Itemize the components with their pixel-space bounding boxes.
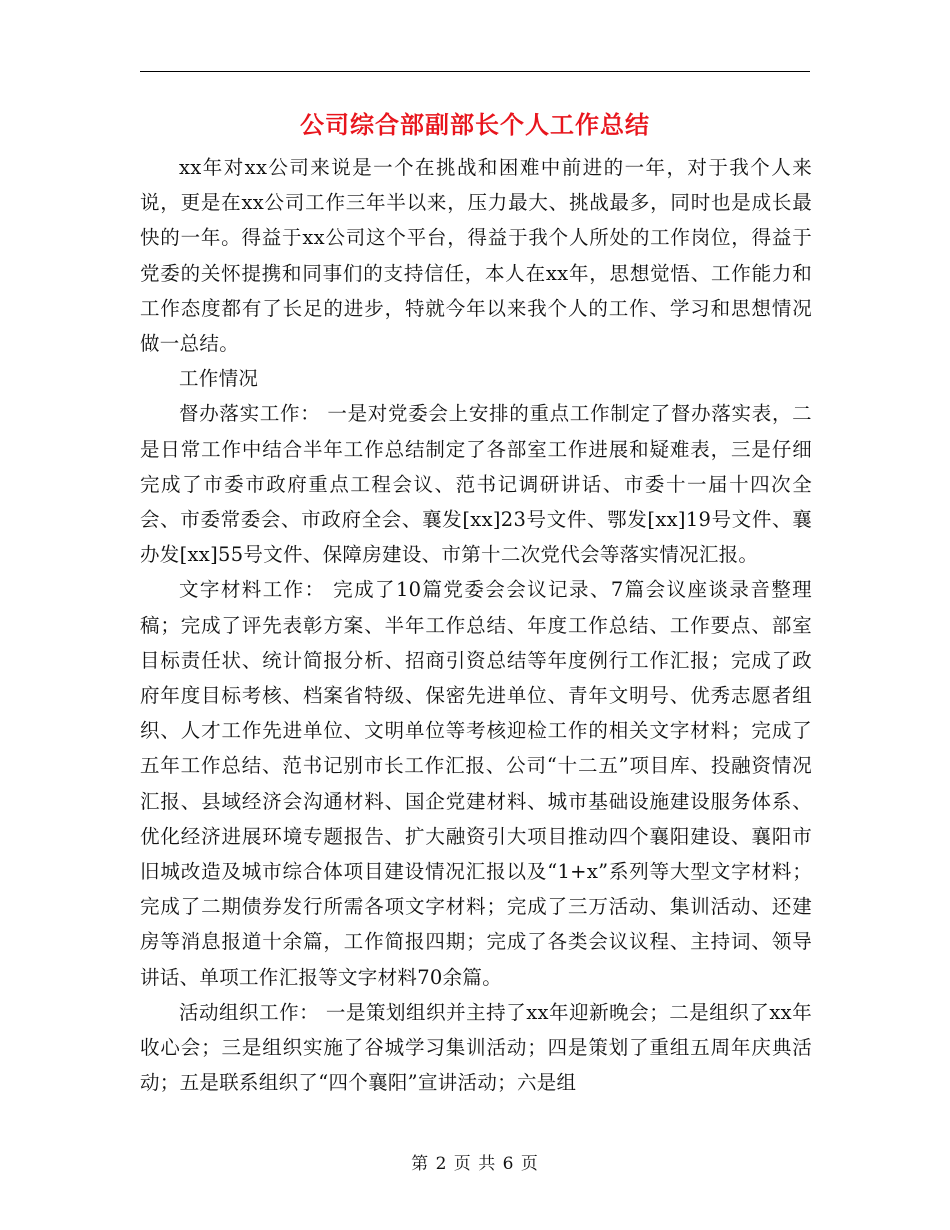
document-title: 公司综合部副部长个人工作总结 xyxy=(300,110,650,139)
paragraph-supervision: 督办落实工作： 一是对党委会上安排的重点工作制定了督办落实表，二是日常工作中结合半年工作总结制定了各部室工作进展和疑难表，三是仔细完成了市委市政府重点工程会议、范书记调研讲话、市委十一届十四次全会、市委常委会、市政府全会、襄发[xx]23号文件、鄂发[xx]19号文件、襄办发[xx]55号文件、保障房建设、市第十二次党代会等落实情况汇报。 xyxy=(140,402,812,567)
section-heading-work: 工作情况 xyxy=(179,367,259,391)
paragraph-activities: 活动组织工作： 一是策划组织并主持了xx年迎新晚会；二是组织了xx年收心会；三是组织实施了谷城学习集训活动；四是策划了重组五周年庆典活动；五是联系组织了“四个襄阳”宣讲活动；六是组 xyxy=(140,1000,812,1095)
paragraph-intro: xx年对xx公司来说是一个在挑战和困难中前进的一年，对于我个人来说，更是在xx公司工作三年半以来，压力最大、挑战最多，同时也是成长最快的一年。得益于xx公司这个平台，得益于我个人所处的工作岗位，得益于党委的关怀提携和同事们的支持信任，本人在xx年，思想觉悟、工作能力和工作态度都有了长足的进步，特就今年以来我个人的工作、学习和思想情况做一总结。 xyxy=(140,156,812,356)
paragraph-writing: 文字材料工作： 完成了10篇党委会会议记录、7篇会议座谈录音整理稿；完成了评先表彰方案、半年工作总结、年度工作总结、工作要点、部室目标责任状、统计简报分析、招商引资总结等年度例行工作汇报；完成了政府年度目标考核、档案省特级、保密先进单位、青年文明号、优秀志愿者组织、人才工作先进单位、文明单位等考核迎检工作的相关文字材料；完成了五年工作总结、范书记别市长工作汇报、公司“十二五”项目库、投融资情况汇报、县域经济会沟通材料、国企党建材料、城市基础设施建设服务体系、优化经济进展环境专题报告、扩大融资引大项目推动四个襄阳建设、襄阳市旧城改造及城市综合体项目建设情况汇报以及“1+x”系列等大型文字材料；完成了二期债券发行所需各项文字材料；完成了三万活动、集训活动、还建房等消息报道十余篇，工作简报四期；完成了各类会议议程、主持词、领导讲话、单项工作汇报等文字材料70余篇。 xyxy=(140,578,812,989)
document-body xyxy=(140,150,812,1100)
page-footer: 第 2 页 共 6 页 xyxy=(411,1154,539,1174)
header-rule xyxy=(140,71,810,72)
